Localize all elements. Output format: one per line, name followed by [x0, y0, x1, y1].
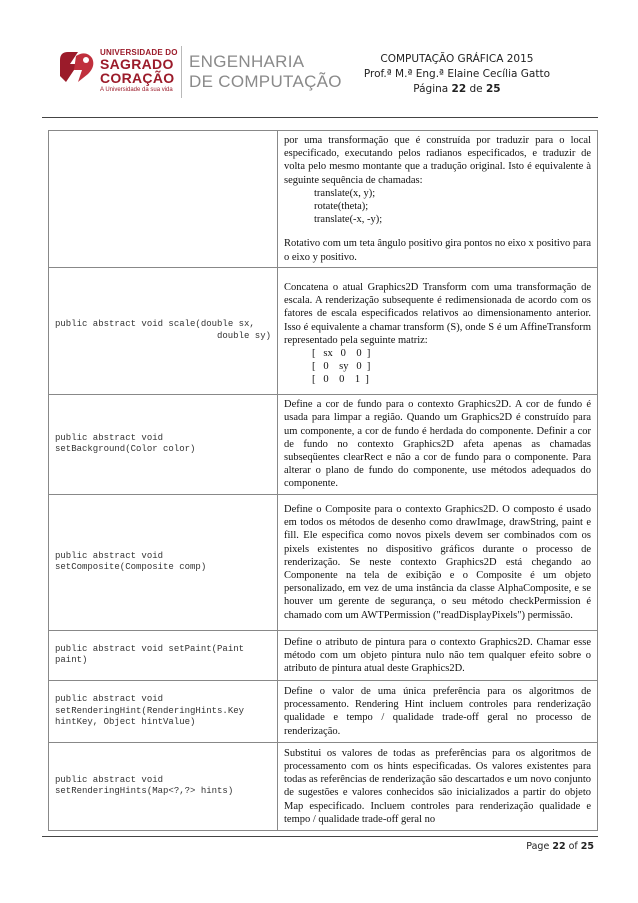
department-line2: DE COMPUTAÇÃO — [189, 72, 342, 91]
header-rule — [42, 117, 598, 118]
description-text: Concatena o atual Graphics2D Transform com uma transformação de escala. A renderização subsequente é redimensionada de acordo com os fatores de escala especificados relativos ao dimensionamento anterior. Isso é equivalente a chamar transform (S), onde S é um AffineTransform representado pela seguinte matriz: — [284, 282, 591, 346]
table-row — [49, 494, 598, 630]
signature-line: public abstract void — [55, 550, 164, 561]
signature-line: hintKey, Object hintValue) — [55, 717, 196, 728]
code-line: translate(-x, -y); — [314, 214, 383, 226]
header-divider — [181, 46, 182, 98]
course-title: COMPUTAÇÃO GRÁFICA 2015 — [380, 53, 534, 65]
footer-page-number — [526, 841, 594, 852]
signature-cell — [49, 630, 278, 680]
signature-cell — [49, 267, 278, 394]
method-table — [48, 130, 598, 831]
description-cell — [278, 131, 598, 268]
page-current: 22 — [451, 83, 467, 95]
description-cell — [278, 267, 598, 394]
header-page-number — [364, 82, 550, 97]
signature-line: setBackground(Color color) — [55, 444, 196, 455]
header-info — [364, 52, 550, 97]
sagrado-coracao-logo-icon — [56, 46, 98, 88]
matrix-line: [ sx 0 0 ] — [312, 348, 371, 360]
signature-line: public abstract void — [55, 432, 164, 443]
signature-line: paint) — [55, 655, 88, 666]
signature-line: double sy) — [216, 330, 271, 341]
signature-cell — [49, 680, 278, 742]
matrix-line: [ 0 0 1 ] — [312, 374, 369, 386]
table-row — [49, 131, 598, 268]
signature-line: setRenderingHint(RenderingHints.Key — [55, 705, 245, 716]
description-cell — [278, 680, 598, 742]
page-header — [0, 0, 638, 120]
page-of: of — [565, 841, 581, 852]
signature-line: public abstract void — [55, 694, 164, 705]
signature-line: public abstract void — [55, 774, 164, 785]
code-line: rotate(theta); — [314, 201, 369, 213]
description-cell — [278, 394, 598, 494]
description-text: Define a cor de fundo para o contexto Graphics2D. A cor de fundo é usada para limpar a região. Quando um Graphics2D é construído para um componente, a cor de fundo é herdada do componente. Definir a cor de fundo no contexto Graphics2D afeta apenas as chamadas subseqüentes clearRect e não a cor de fundo para o componente. Para alterar o plano de fundo do componente, use métodos adequados do componente. — [284, 399, 591, 490]
signature-cell — [49, 742, 278, 830]
description-cell — [278, 494, 598, 630]
signature-cell — [49, 131, 278, 268]
description-cell — [278, 742, 598, 830]
department-line1: ENGENHARIA — [189, 52, 305, 71]
page-of: de — [466, 83, 486, 95]
signature-line: public abstract void scale(double sx, — [55, 319, 255, 330]
table-row — [49, 630, 598, 680]
table-row — [49, 680, 598, 742]
signature-line: setComposite(Composite comp) — [55, 562, 207, 573]
description-text: Define o valor de uma única preferência para os algoritmos de processamento. Rendering Hint incluem controles para renderização qualidade e tempo / qualidade trade-off geral no processo de renderização. — [284, 685, 591, 737]
description-text: Substitui os valores de todas as preferências para os algoritmos de processamento com os hints especificadas. Os valores existentes para todas as referências de renderização são descartados e um novo conjunto de sugestões e valores conhecidos são inicializados a partir do objeto Map especificado. Incluem controles para renderização qualidade e tempo / qualidade trade-off geral no — [284, 747, 591, 825]
matrix-line: [ 0 sy 0 ] — [312, 361, 371, 373]
page-total: 25 — [580, 841, 594, 852]
code-line: translate(x, y); — [314, 187, 376, 199]
university-line2: SAGRADO — [100, 56, 174, 72]
page-label: Page — [526, 841, 553, 852]
signature-cell — [49, 394, 278, 494]
table-row — [49, 394, 598, 494]
department-wordmark — [189, 52, 342, 92]
signature-cell — [49, 494, 278, 630]
page-current: 22 — [552, 841, 566, 852]
description-text: Define o atributo de pintura para o contexto Graphics2D. Chamar esse método com um objeto pintura nulo não tem qualquer efeito sobre o atributo de pintura atual deste Graphics2D. — [284, 636, 591, 674]
university-wordmark — [100, 48, 178, 94]
table-row — [49, 267, 598, 394]
author-name: Prof.ª M.ª Eng.ª Elaine Cecília Gatto — [363, 68, 550, 80]
description-text: Rotativo com um teta ângulo positivo gira pontos no eixo x positivo para o eixo y positivo. — [284, 238, 591, 263]
university-line3: CORAÇÃO — [100, 70, 175, 86]
signature-line: setRenderingHints(Map<?,?> hints) — [55, 786, 234, 797]
table-row — [49, 742, 598, 830]
page-label: Página — [413, 83, 452, 95]
signature-line: public abstract void setPaint(Paint — [55, 643, 245, 654]
footer-rule — [42, 836, 598, 837]
university-line1: UNIVERSIDADE DO — [100, 48, 178, 57]
description-cell — [278, 630, 598, 680]
description-text: por uma transformação que é construída por traduzir para o local especificado, executando pelos radianos especificados, e traduzir de volta pelo mesmo montante que a tradução original. Isto é equivalente à seguinte sequência de chamadas: — [284, 135, 591, 186]
description-text: Define o Composite para o contexto Graphics2D. O composto é usado em todos os métodos de desenho como drawImage, drawString, paint e fill. Ele especifica como novos pixels devem ser combinados com os pixels existentes no dispositivo gráficos durante o processo de renderização. Se neste contexto Graphics2D está chegando ao Componente na tela de exibição e o Composite é um objeto personalizado, em vez de uma instância da classe AlphaComposite, e se houver um gerente de segurança, o seu método checkPermission é chamado com um AWTPermission ("readDisplayPixels") permissão. — [284, 503, 591, 621]
page-total: 25 — [485, 83, 501, 95]
university-tagline: A Universidade da sua vida — [100, 87, 173, 93]
